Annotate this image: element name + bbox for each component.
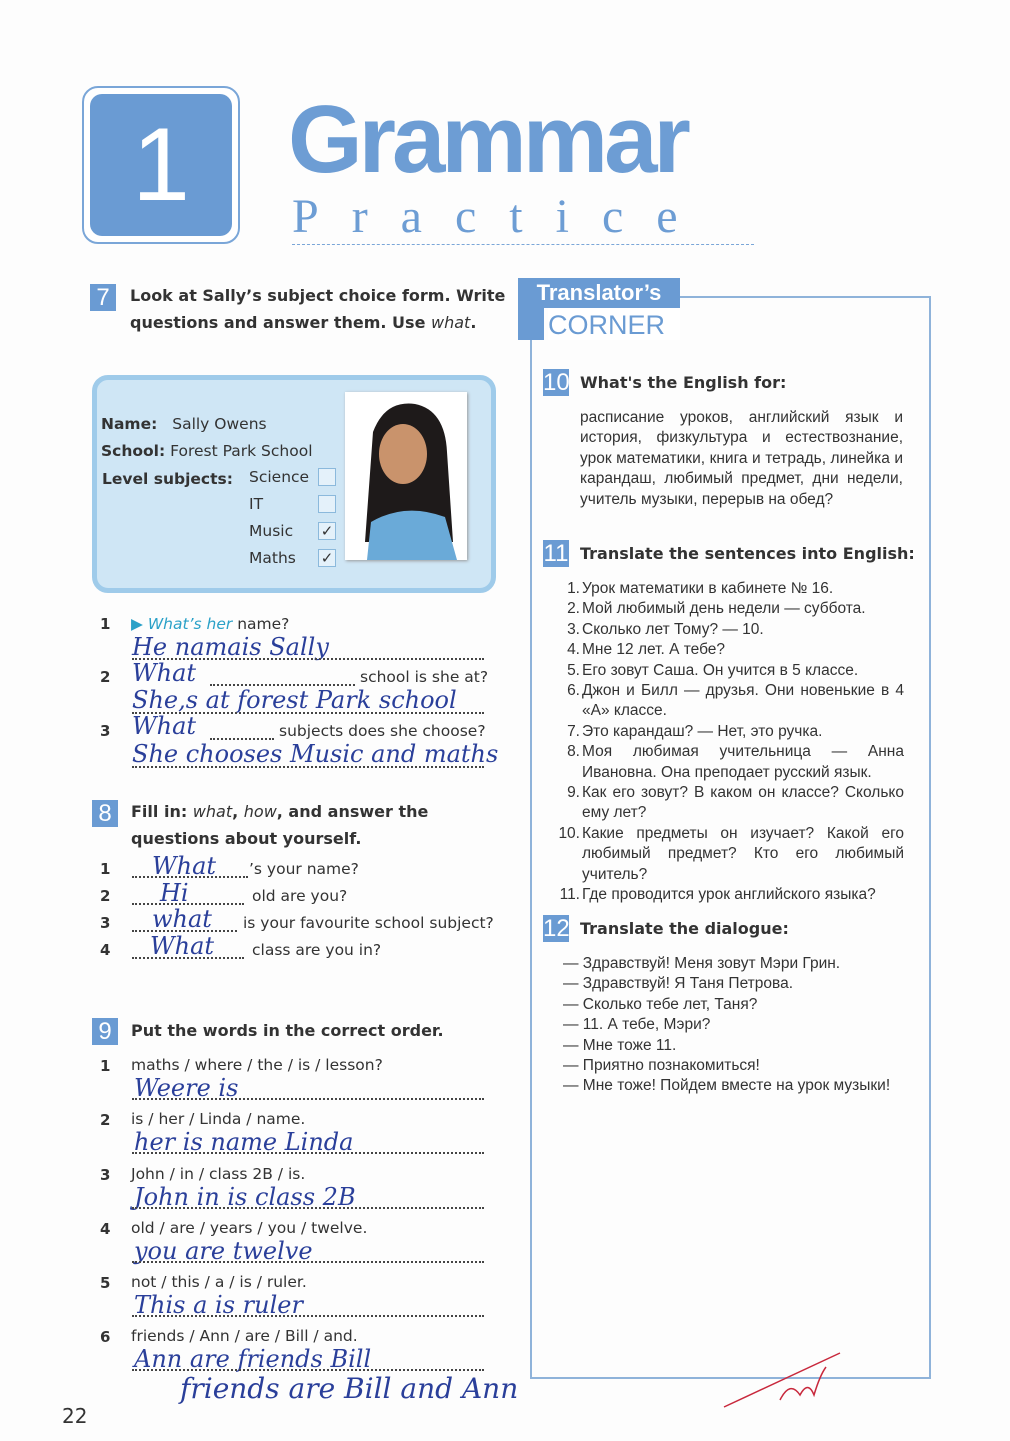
handwritten-answer[interactable]: She chooses Music and maths	[132, 740, 499, 768]
sentence-text: Это карандаш? — Нет, это ручка.	[582, 722, 823, 740]
subject-it: IT	[249, 495, 264, 513]
sentence-number: 11.	[559, 886, 580, 904]
exercise-7-badge: 7	[90, 284, 116, 311]
handwritten-answer[interactable]: you are twelve	[134, 1237, 313, 1265]
sentence-number: 8.	[567, 743, 580, 761]
name-label: Name:	[101, 415, 158, 433]
dialogue-line: — 11. А тебе, Мэри?	[563, 1016, 711, 1034]
sentence-item	[556, 661, 904, 681]
workbook-page: 1 Grammar Practice 7 Look at Sally’s subject choice form. Write questions and answer them. Use what. Name: Sally Owens School: Forest Park School Level subjects: Science IT Music ✓ Maths ✓ 1 ▶ What’s her name? He namais Sally 2 What school is she at? She,s at forest Park school 3 What subjects does she choose? She chooses Music and maths 8 Fill in: what, how, and answer the questions about yourself. 1 What ’s your name? 2 Hi old are you? 3 what is your favourite school subject? 4 What class are you in? 9 Put the words in the correct order. 1 maths / where / the / is / lesson? Weere is 2 is / her / Linda / name. her is name Linda 3 John / in / class 2B / is. John in is class 2B 4 old / are / years / you / twelve. you are twelve 5 not / this / a / is / ruler. This a is ruler 6 friends / Ann / are / Bill / and. Ann are friends Bill friends are Bill and Ann Translator’s CORNER 10 What's the English for: расписание уроков, английский язык и история, физкультура и естествознание, урок математики, книга и тетрадь, линейка и карандаш, любимый предмет, дни недели, учитель музыки, перерыв на обед? 11 Translate the sentences into English: 1. Урок математики в кабинете № 16. 2. Мой любимый день недели — суббота. 3. Сколько лет Тому? — 10. 4. Мне 12 лет. А тебе? 5. Его зовут Саша. Он учится в 5 классе. 6. Джон и Билл — друзья. Они новенькие в 4 «А» классе. 7. Это карандаш? — Нет, это ручка. 8. Моя любимая учительница — Анна Ивановна. Она преподает русский язык. 9. Как его зовут? В каком он классе? Сколько ему лет? 10. Какие предметы он изучает? Какой его любимый предмет? Кто его любимый учитель? 11. Где проводится урок английского языка? 12 Translate the dialogue: — Здравствуй! Меня зовут Мэри Грин. — Здравствуй! Я Таня Петрова. — Сколько тебе лет, Таня? — 11. А тебе, Мэри? — Мне тоже 11. — Приятно познакомиться! — Мне тоже! Пойдем вместе на урок музыки! 22	[0, 0, 1010, 1441]
sentence-text: Как его зовут? В каком он классе? Сколько ему лет?	[582, 784, 904, 822]
question-text: subjects does she choose?	[279, 722, 486, 740]
exercise-11-title: Translate the sentences into English:	[580, 544, 915, 563]
handwritten-answer[interactable]: Weere is	[134, 1074, 239, 1102]
handwritten-answer[interactable]: She,s at forest Park school	[132, 686, 457, 714]
girl-portrait-icon	[345, 392, 467, 560]
sentence-text: Его зовут Саша. Он учится в 5 классе.	[582, 661, 859, 679]
scrambled-words: John / in / class 2B / is.	[131, 1165, 306, 1183]
exercise-8-instruction: Fill in: what, how, and answer the questions about yourself.	[131, 802, 429, 848]
page-subtitle: Practice	[292, 190, 711, 243]
teacher-mark-icon	[720, 1345, 850, 1415]
title-divider	[292, 244, 754, 245]
answer-line	[132, 1207, 484, 1209]
item-number: 4	[100, 1220, 111, 1238]
handwritten-answer[interactable]: John in is class 2B	[134, 1183, 356, 1211]
page-title: Grammar	[288, 86, 687, 193]
item-number: 5	[100, 1274, 111, 1292]
sentence-item	[556, 599, 904, 619]
sentence-item	[556, 640, 904, 660]
name-value: Sally Owens	[172, 415, 267, 433]
exercise-10-text: расписание уроков, английский язык и история, физкультура и естествознание, урок математики, книга и тетрадь, линейка и карандаш, любимый предмет, дни недели, учитель музыки, перерыв на обед?	[580, 409, 903, 508]
sentence-number: 3.	[567, 620, 580, 638]
sentence-number: 5.	[567, 661, 580, 679]
subject-science: Science	[249, 468, 310, 486]
maths-checkbox[interactable]: ✓	[318, 549, 336, 567]
unit-number: 1	[90, 94, 232, 236]
sentence-item	[556, 722, 904, 742]
handwritten-question-word[interactable]: What	[132, 712, 197, 740]
handwritten-answer[interactable]: What	[150, 932, 215, 960]
instruction-emphasis: what	[431, 313, 471, 332]
answer-line	[132, 1261, 484, 1263]
item-number: 2	[100, 1111, 111, 1129]
dialogue-line: — Здравствуй! Я Таня Петрова.	[563, 975, 794, 993]
sentence-item	[556, 620, 904, 640]
page-number: 22	[62, 1404, 88, 1428]
subject-maths: Maths	[249, 549, 296, 567]
exercise-10-title: What's the English for:	[580, 373, 787, 392]
handwritten-answer[interactable]: her is name Linda	[134, 1128, 354, 1156]
sentence-number: 9.	[567, 784, 580, 802]
subjects-label: Level subjects:	[102, 470, 233, 488]
sentence-number: 6.	[567, 682, 580, 700]
item-number: 3	[100, 1166, 111, 1184]
dialogue-line: — Мне тоже 11.	[563, 1036, 677, 1054]
sentence-text: Моя любимая учительница — Анна Ивановна. Она преподает русский язык.	[582, 743, 904, 781]
corner-bar	[518, 308, 544, 340]
exercise-9-instruction: Put the words in the correct order.	[131, 1021, 444, 1040]
corner-subtitle: CORNER	[548, 308, 680, 340]
sentence-number: 2.	[567, 600, 580, 618]
school-value: Forest Park School	[170, 442, 313, 460]
instruction-end: .	[470, 313, 477, 332]
sentence-text: Джон и Билл — друзья. Они новенькие в 4 «А» классе.	[582, 682, 904, 720]
handwritten-answer[interactable]: Hi	[160, 879, 189, 907]
handwritten-answer[interactable]: Ann are friends Bill	[134, 1345, 372, 1373]
answer-line	[132, 1098, 484, 1100]
instruction-line: Look at Sally’s subject choice form. Write	[130, 286, 506, 305]
sentence-text: Где проводится урок английского языка?	[582, 886, 876, 904]
dialogue-line: — Сколько тебе лет, Таня?	[563, 995, 758, 1013]
corner-title: Translator’s	[518, 278, 680, 308]
exercise-7-instruction	[130, 282, 505, 336]
scrambled-words: not / this / a / is / ruler.	[131, 1273, 307, 1291]
exercise-11-badge: 11	[543, 540, 569, 567]
dialogue-line: — Мне тоже! Пойдем вместе на урок музыки!	[563, 1077, 891, 1095]
sentence-item	[556, 681, 904, 722]
subject-music: Music	[249, 522, 294, 540]
dialogue-line: — Приятно познакомиться!	[563, 1057, 760, 1075]
exercise-9-badge: 9	[92, 1018, 118, 1045]
school-label: School:	[101, 442, 166, 460]
sentence-number: 7.	[567, 722, 580, 740]
question-text: ’s your name?	[249, 860, 359, 878]
question-text: school is she at?	[360, 668, 489, 686]
exercise-11-list	[556, 579, 904, 906]
sentence-item	[556, 783, 904, 824]
sentence-text: Какие предметы он изучает? Какой его любимый предмет? Кто его любимый учитель?	[582, 824, 904, 883]
handwritten-answer[interactable]: what	[152, 905, 212, 933]
exercise-12-dialogue	[563, 954, 905, 1097]
sentence-number: 10.	[558, 824, 580, 842]
scrambled-words: is / her / Linda / name.	[131, 1110, 306, 1128]
exercise-12-title: Translate the dialogue:	[580, 919, 789, 938]
sentence-text: Сколько лет Тому? — 10.	[582, 620, 764, 638]
handwritten-answer-correction[interactable]: friends are Bill and Ann	[180, 1372, 519, 1405]
sentence-text: Урок математики в кабинете № 16.	[582, 580, 834, 597]
sentence-number: 1.	[567, 580, 580, 597]
answer-line	[132, 1315, 484, 1317]
scrambled-words: maths / where / the / is / lesson?	[131, 1056, 383, 1074]
dialogue-line: — Здравствуй! Меня зовут Мэри Грин.	[563, 955, 841, 972]
handwritten-answer[interactable]: This a is ruler	[134, 1291, 303, 1319]
sentence-item	[556, 824, 904, 885]
music-checkbox[interactable]: ✓	[318, 522, 336, 540]
answer-line	[132, 1369, 484, 1371]
sentence-number: 4.	[567, 641, 580, 659]
scrambled-words: old / are / years / you / twelve.	[131, 1219, 368, 1237]
question-text: old are you?	[252, 887, 348, 905]
exercise-10-badge: 10	[543, 369, 570, 396]
item-number: 1	[100, 1057, 111, 1075]
item-number: 6	[100, 1328, 111, 1346]
sentence-text: Мне 12 лет. А тебе?	[582, 641, 726, 659]
unit-number-box	[82, 86, 240, 244]
scrambled-words: friends / Ann / are / Bill / and.	[131, 1327, 358, 1345]
handwritten-answer[interactable]: He namais Sally	[132, 633, 329, 661]
question-text: class are you in?	[252, 941, 382, 959]
handwritten-answer[interactable]: What	[152, 852, 217, 880]
sentence-item	[556, 885, 904, 905]
sentence-item	[556, 579, 904, 599]
question-text: is your favourite school subject?	[243, 914, 494, 932]
it-checkbox[interactable]	[318, 495, 336, 513]
example-question: What’s her	[147, 615, 233, 633]
sentence-text: Мой любимый день недели — суббота.	[582, 600, 866, 618]
answer-line	[132, 1152, 484, 1154]
science-checkbox[interactable]	[318, 468, 336, 486]
exercise-12-badge: 12	[543, 915, 570, 942]
exercise-8-badge: 8	[92, 800, 118, 827]
sentence-item	[556, 742, 904, 783]
instruction-line: questions and answer them. Use	[130, 313, 431, 332]
student-photo	[345, 392, 467, 560]
handwritten-question-word[interactable]: What	[132, 659, 197, 687]
question-text: name?	[237, 615, 290, 633]
